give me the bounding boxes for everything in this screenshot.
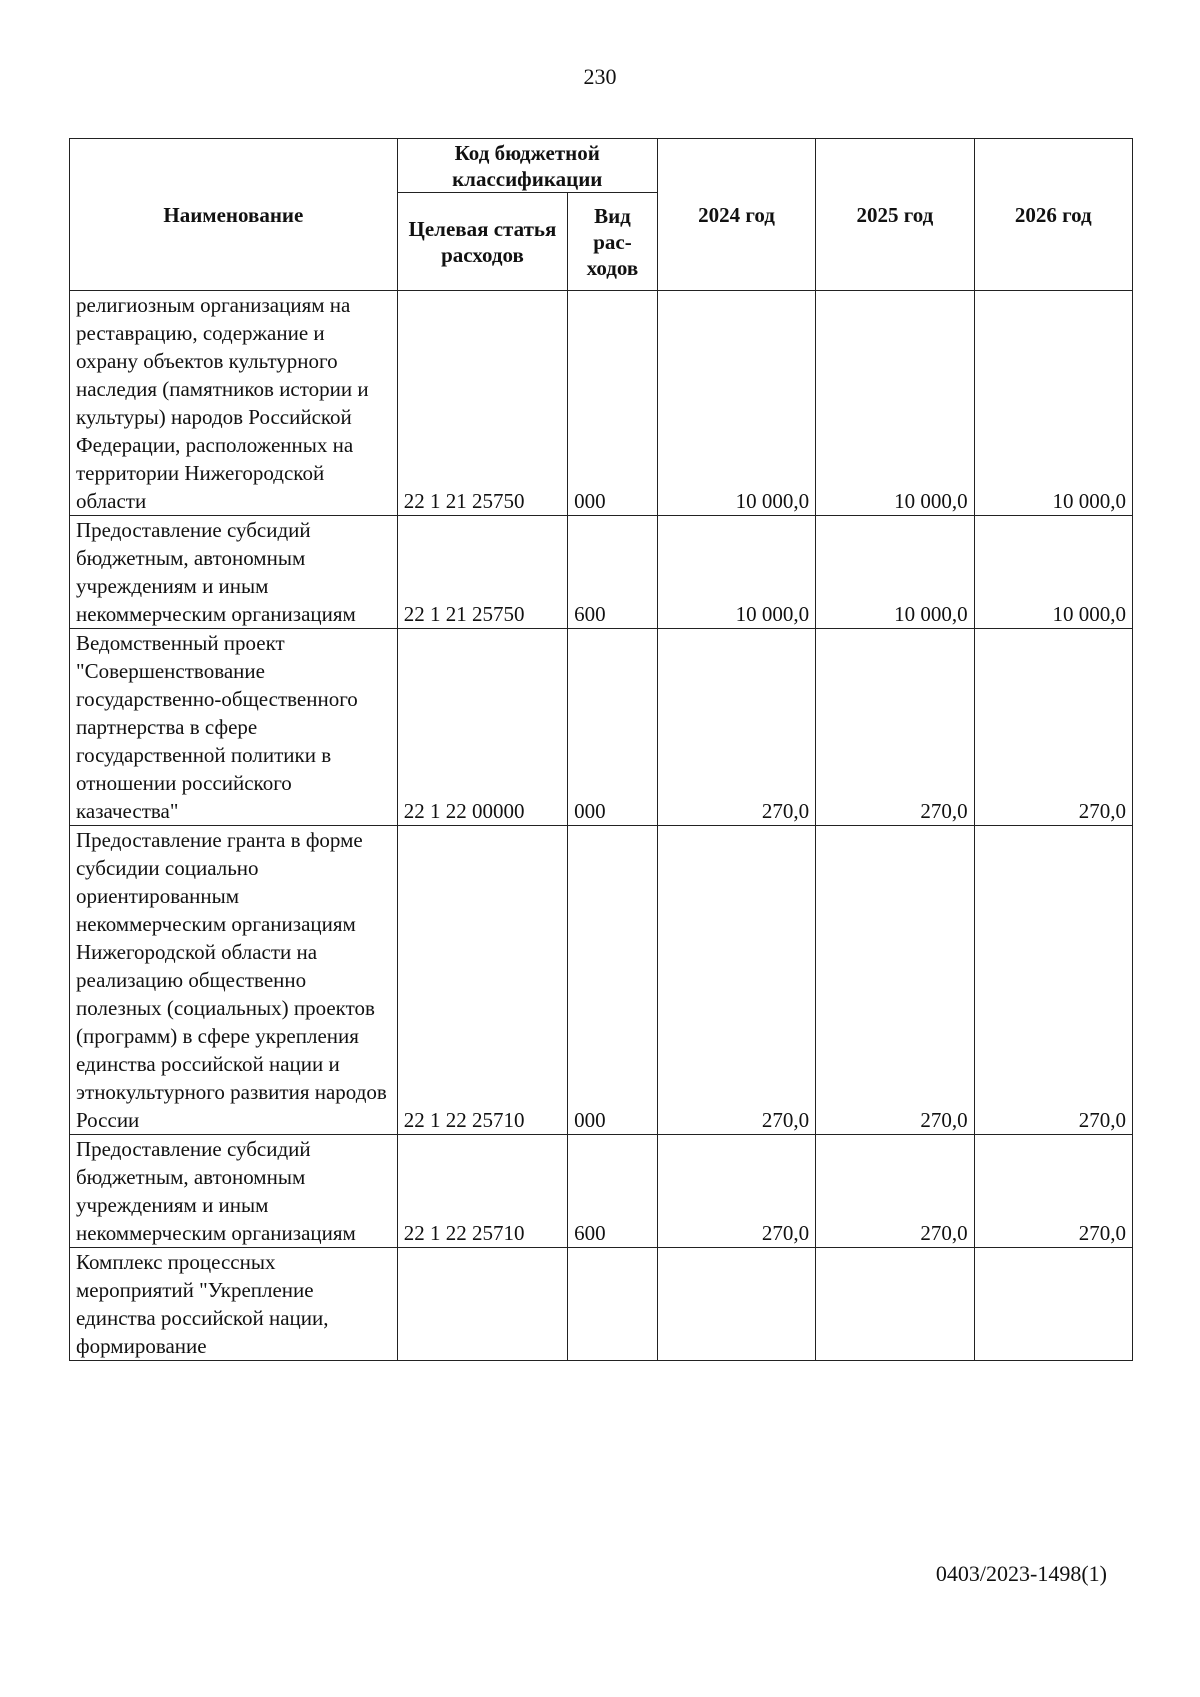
row-2024-cell: 10 000,0 — [657, 516, 815, 629]
document-number: 0403/2023-1498(1) — [935, 1561, 1107, 1586]
row-2025-cell: 10 000,0 — [816, 291, 974, 516]
row-2025-cell: 10 000,0 — [816, 516, 974, 629]
row-2026-cell: 270,0 — [974, 629, 1132, 826]
table-row — [70, 826, 1133, 1135]
row-2026-cell: 10 000,0 — [974, 291, 1132, 516]
table-row — [70, 516, 1133, 629]
row-2025-cell: 270,0 — [816, 1135, 974, 1248]
header-2026: 2026 год — [974, 139, 1132, 291]
row-name-cell: Ведомственный проект "Совершенствование государственно-общественного партнерства в сфере государственной политики в отношении российского казачества" — [70, 629, 398, 826]
table-row — [70, 1135, 1133, 1248]
table-row — [70, 629, 1133, 826]
row-expense-kind-cell — [568, 1248, 658, 1361]
row-2024-cell — [657, 1248, 815, 1361]
row-2026-cell: 270,0 — [974, 1135, 1132, 1248]
budget-table — [69, 138, 1133, 1361]
table-row — [70, 291, 1133, 516]
row-name-cell: Предоставление субсидий бюджетным, автономным учреждениям и иным некоммерческим организациям — [70, 1135, 398, 1248]
row-2026-cell — [974, 1248, 1132, 1361]
row-2024-cell: 270,0 — [657, 826, 815, 1135]
row-name-cell: религиозным организациям на реставрацию, содержание и охрану объектов культурного наследия (памятников истории и культуры) народов Российской Федерации, расположенных на территории Нижегородской области — [70, 291, 398, 516]
table-body — [70, 291, 1133, 1361]
row-expense-kind-cell: 000 — [568, 826, 658, 1135]
row-2026-cell: 10 000,0 — [974, 516, 1132, 629]
row-target-article-cell: 22 1 22 00000 — [397, 629, 567, 826]
row-target-article-cell: 22 1 22 25710 — [397, 826, 567, 1135]
row-2024-cell: 10 000,0 — [657, 291, 815, 516]
header-2025: 2025 год — [816, 139, 974, 291]
row-expense-kind-cell: 000 — [568, 291, 658, 516]
header-code-group: Код бюджетной классификации — [397, 139, 657, 193]
header-2024: 2024 год — [657, 139, 815, 291]
row-name-cell: Предоставление гранта в форме субсидии социально ориентированным некоммерческим организациям Нижегородской области на реализацию общественно полезных (социальных) проектов (программ) в сфере укрепления единства российской нации и этнокультурного развития народов России — [70, 826, 398, 1135]
row-2025-cell: 270,0 — [816, 629, 974, 826]
row-name-cell: Комплекс процессных мероприятий "Укрепление единства российской нации, формирование — [70, 1248, 398, 1361]
row-target-article-cell — [397, 1248, 567, 1361]
row-2024-cell: 270,0 — [657, 629, 815, 826]
header-expense-kind: Вид рас-ходов — [568, 193, 658, 291]
row-target-article-cell: 22 1 21 25750 — [397, 291, 567, 516]
row-expense-kind-cell: 000 — [568, 629, 658, 826]
row-2025-cell — [816, 1248, 974, 1361]
row-2026-cell: 270,0 — [974, 826, 1132, 1135]
row-2024-cell: 270,0 — [657, 1135, 815, 1248]
row-expense-kind-cell: 600 — [568, 1135, 658, 1248]
header-target-article: Целевая статья расходов — [397, 193, 567, 291]
table-row — [70, 1248, 1133, 1361]
row-2025-cell: 270,0 — [816, 826, 974, 1135]
table-header — [70, 139, 1133, 291]
row-target-article-cell: 22 1 22 25710 — [397, 1135, 567, 1248]
header-name: Наименование — [70, 139, 398, 291]
row-expense-kind-cell: 600 — [568, 516, 658, 629]
page-number: 230 — [583, 64, 617, 89]
row-name-cell: Предоставление субсидий бюджетным, автономным учреждениям и иным некоммерческим организациям — [70, 516, 398, 629]
row-target-article-cell: 22 1 21 25750 — [397, 516, 567, 629]
